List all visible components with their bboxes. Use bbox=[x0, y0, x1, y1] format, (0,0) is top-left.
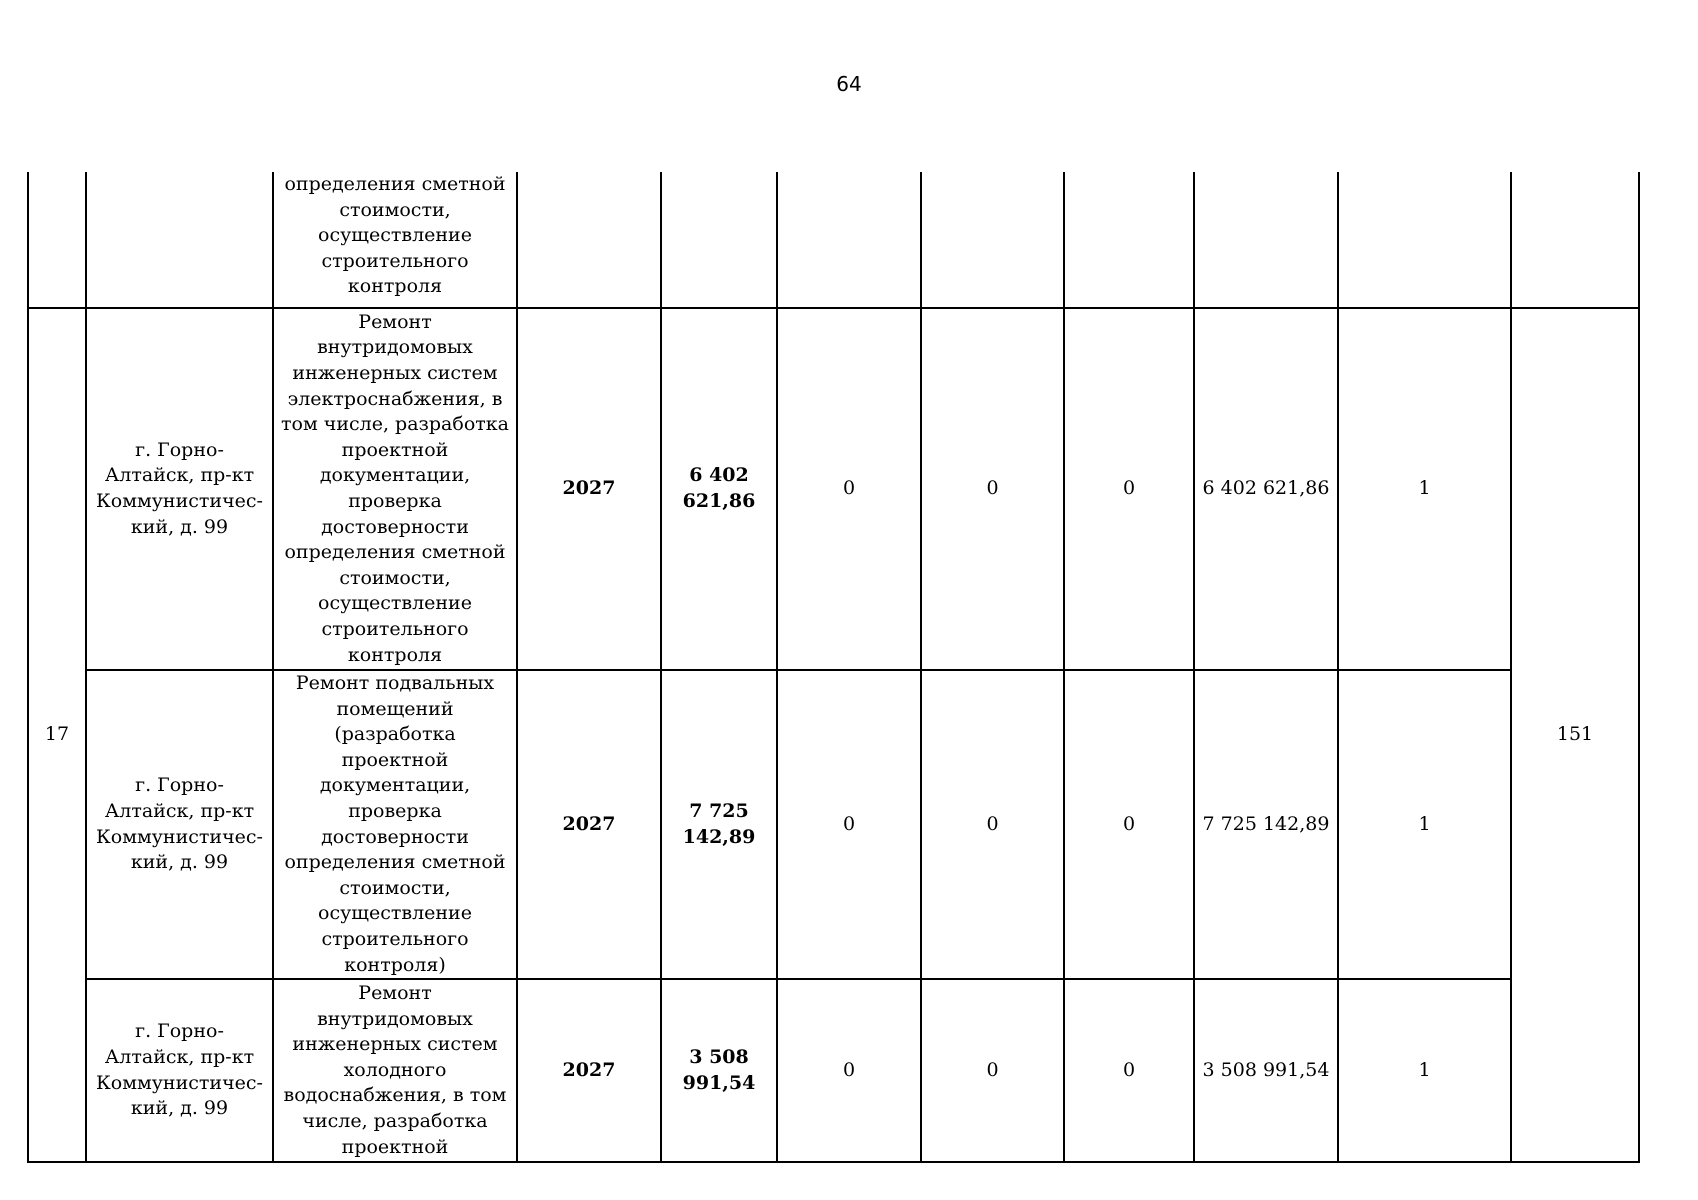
cell-col-b: 0 bbox=[921, 308, 1064, 670]
cell-col-b: 0 bbox=[921, 979, 1064, 1162]
cell-total: 6 402 621,86 bbox=[661, 308, 777, 670]
cell-amount bbox=[1194, 172, 1338, 308]
cell-last bbox=[1511, 172, 1639, 308]
cell-col-b: 0 bbox=[921, 670, 1064, 979]
cell-year: 2027 bbox=[517, 308, 661, 670]
cell-number bbox=[28, 172, 86, 308]
cell-col-a: 0 bbox=[777, 979, 921, 1162]
cell-description: определения сметной стоимости, осуществление строительного контроля bbox=[273, 172, 517, 308]
group-number-cell: 17 bbox=[28, 308, 86, 1162]
page-number: 64 bbox=[836, 72, 862, 96]
cell-col-a: 0 bbox=[777, 670, 921, 979]
cell-count: 1 bbox=[1338, 670, 1511, 979]
cell-total: 3 508 991,54 bbox=[661, 979, 777, 1162]
table-row bbox=[28, 979, 1639, 1162]
works-table bbox=[27, 172, 1640, 1163]
cell-count: 1 bbox=[1338, 308, 1511, 670]
cell-amount: 7 725 142,89 bbox=[1194, 670, 1338, 979]
cell-address: г. Горно- Алтайск, пр-кт Коммунистичес- кий, д. 99 bbox=[86, 979, 273, 1162]
cell-total bbox=[661, 172, 777, 308]
cell-total: 7 725 142,89 bbox=[661, 670, 777, 979]
cell-amount: 6 402 621,86 bbox=[1194, 308, 1338, 670]
cell-address bbox=[86, 172, 273, 308]
cell-address: г. Горно- Алтайск, пр-кт Коммунистичес- кий, д. 99 bbox=[86, 308, 273, 670]
cell-year: 2027 bbox=[517, 670, 661, 979]
table-row-continuation bbox=[28, 172, 1639, 308]
cell-description: Ремонт внутридомовых инженерных систем холодного водоснабжения, в том числе, разработка проектной bbox=[273, 979, 517, 1162]
cell-description: Ремонт подвальных помещений (разработка проектной документации, проверка достоверности определения сметной стоимости, осуществление строительного контроля) bbox=[273, 670, 517, 979]
cell-col-a: 0 bbox=[777, 308, 921, 670]
cell-col-c bbox=[1064, 172, 1194, 308]
group-last-cell: 151 bbox=[1511, 308, 1639, 1162]
cell-count bbox=[1338, 172, 1511, 308]
cell-col-b bbox=[921, 172, 1064, 308]
cell-col-c: 0 bbox=[1064, 308, 1194, 670]
cell-count: 1 bbox=[1338, 979, 1511, 1162]
cell-col-a bbox=[777, 172, 921, 308]
table-row bbox=[28, 308, 1639, 670]
cell-year bbox=[517, 172, 661, 308]
cell-year: 2027 bbox=[517, 979, 661, 1162]
cell-address: г. Горно- Алтайск, пр-кт Коммунистичес- кий, д. 99 bbox=[86, 670, 273, 979]
table-row bbox=[28, 670, 1639, 979]
cell-col-c: 0 bbox=[1064, 670, 1194, 979]
cell-col-c: 0 bbox=[1064, 979, 1194, 1162]
cell-amount: 3 508 991,54 bbox=[1194, 979, 1338, 1162]
cell-description: Ремонт внутридомовых инженерных систем электроснабжения, в том числе, разработка проектной документации, проверка достоверности определения сметной стоимости, осуществление строительного контроля bbox=[273, 308, 517, 670]
